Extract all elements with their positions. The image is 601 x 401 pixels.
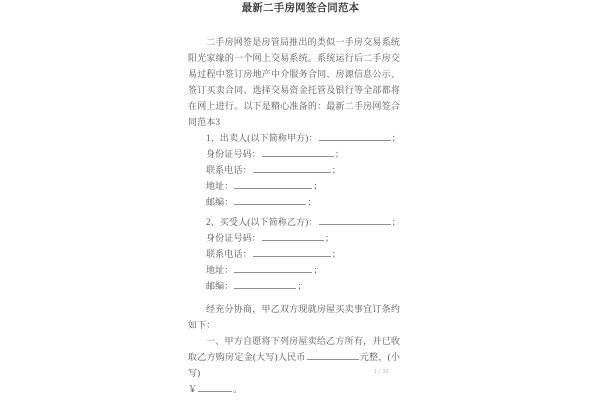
party-a-name-blank[interactable] [319, 131, 391, 141]
currency-symbol: ￥ [188, 384, 198, 394]
party-a-id-suffix: ； [334, 149, 345, 159]
party-b-postcode-suffix: ； [297, 281, 307, 291]
party-a-postcode-line [188, 194, 400, 210]
page-number-footer: 1 / 30 [374, 369, 389, 375]
party-b-id-suffix: ； [324, 233, 335, 243]
party-b-postcode-label: 邮编： [206, 281, 234, 291]
party-b-postcode-line [188, 278, 400, 294]
clause-one-paragraph [188, 333, 400, 397]
document-body [188, 34, 400, 397]
party-a-phone-line [188, 162, 400, 178]
party-b-id-line [188, 230, 400, 246]
party-b-heading-label: 2、买受人(以下简称乙方)： [206, 217, 318, 227]
page-title: 最新二手房网签合同范本 [241, 3, 360, 14]
agreement-intro-paragraph: 经充分协商，甲乙双方现就房屋买卖事宜订条约如下： [188, 304, 400, 330]
party-b-phone-suffix: ； [331, 249, 341, 259]
party-a-phone-label: 联系电话： [206, 165, 252, 175]
party-b-id-blank[interactable] [262, 231, 324, 241]
deposit-amount-upper-blank[interactable] [307, 350, 359, 360]
party-b-address-suffix: ； [313, 265, 323, 275]
party-a-id-blank[interactable] [262, 147, 334, 157]
party-b-phone-line [188, 246, 400, 262]
clause-one-text-part2: 元整，(小写) [188, 352, 400, 378]
section-spacer [188, 294, 400, 301]
party-a-heading-suffix: ； [391, 133, 401, 143]
party-a-phone-blank[interactable] [253, 163, 331, 173]
intro-paragraph: 二手房网签是房管局推出的类似一手房交易系统阳光家缘的一个网上交易系统。系统运行后二手房交易过程中签订房地产中介服务合同、房源信息公示、签订买卖合同、选择交易资金托管及银行等全部都将在网上进行。以下是精心准备的：最新二手房网签合同范本3 [188, 37, 400, 127]
clause-one-text-part1: 一、甲方自愿将下列房屋卖给乙方所有，并已收取乙方购房定金(大写)人民币 [188, 336, 400, 362]
party-b-phone-label: 联系电话： [206, 249, 252, 259]
party-a-address-blank[interactable] [234, 179, 312, 189]
party-a-phone-suffix: ； [331, 165, 341, 175]
party-a-postcode-blank[interactable] [234, 195, 306, 205]
party-a-id-line [188, 146, 400, 162]
deposit-amount-lower-blank[interactable] [198, 382, 232, 392]
party-b-phone-blank[interactable] [253, 247, 331, 257]
party-a-postcode-suffix: ； [307, 197, 317, 207]
party-b-postcode-blank[interactable] [234, 279, 296, 289]
party-a-heading-label: 1、出卖人(以下简称甲方)： [206, 133, 318, 143]
party-a-address-line [188, 178, 400, 194]
party-b-name-blank[interactable] [319, 215, 391, 225]
party-a-address-suffix: ； [313, 181, 323, 191]
party-b-address-label: 地址： [206, 265, 234, 275]
party-a-postcode-label: 邮编： [206, 197, 234, 207]
party-b-heading [188, 214, 400, 230]
party-a-heading [188, 130, 400, 146]
party-a-id-label: 身份证号码： [206, 149, 261, 159]
party-b-address-blank[interactable] [234, 263, 312, 273]
party-b-id-label: 身份证号码： [206, 233, 261, 243]
party-a-address-label: 地址： [206, 181, 234, 191]
clause-one-text-end: 。 [233, 384, 243, 394]
party-b-address-line [188, 262, 400, 278]
party-b-heading-suffix: ； [391, 217, 401, 227]
